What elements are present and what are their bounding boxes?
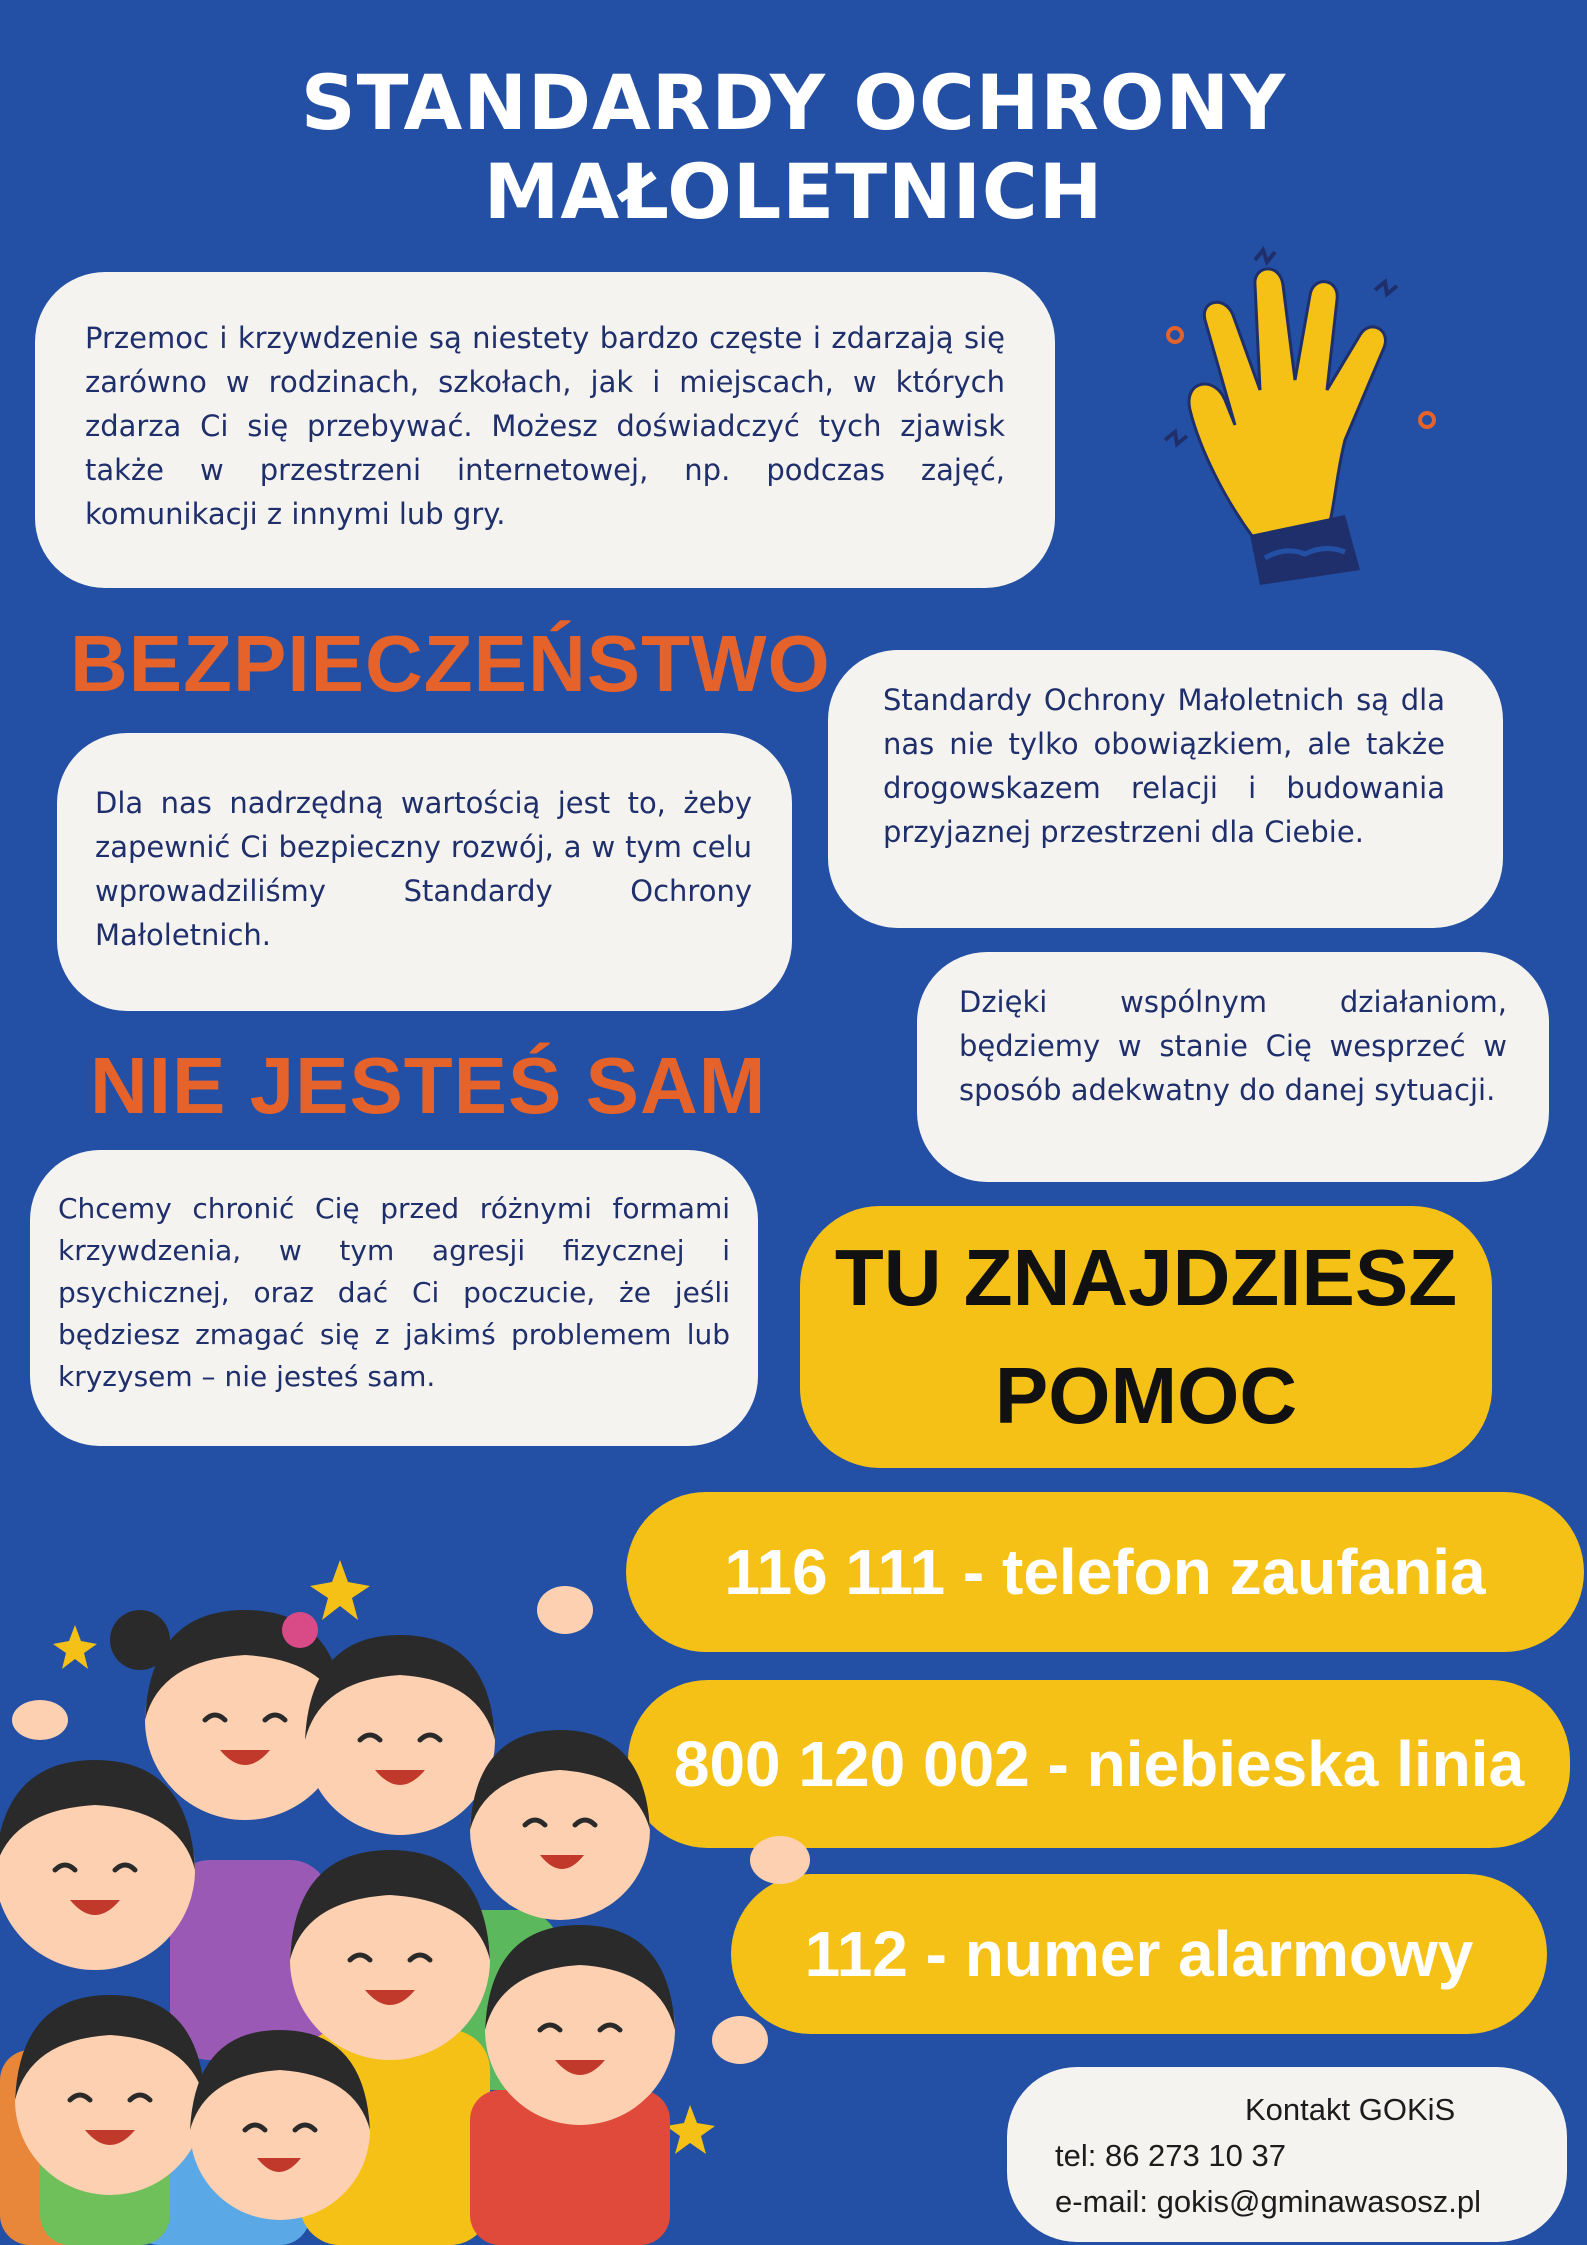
star-icon [310, 1560, 370, 1620]
support-text: Dzięki wspólnym działaniom, będziemy w stanie Cię wesprzeć w sposób adekwatny do danej sytuacji. [959, 985, 1507, 1107]
safety-bubble [57, 733, 792, 1011]
child-face [0, 1760, 195, 1970]
help-heading-box [800, 1206, 1492, 1468]
child-face [305, 1635, 495, 1835]
contact-box [1007, 2067, 1567, 2242]
help-heading-line1: TU ZNAJDZIESZ [834, 1233, 1458, 1322]
contact-title: Kontakt GOKiS [1245, 2092, 1456, 2127]
contact-email[interactable]: e-mail: gokis@gminawasosz.pl [1055, 2184, 1482, 2219]
hotline-blue-line-label: 800 120 002 - niebieska linia [673, 1728, 1525, 1800]
safety-text: Dla nas nadrzędną wartością jest to, żeby zapewnić Ci bezpieczny rozwój, a w tym celu wprowadziliśmy Standardy Ochrony Małoletnich. [95, 786, 752, 952]
hotline-emergency-label: 112 - numer alarmowy [804, 1918, 1474, 1990]
child-face [470, 1730, 650, 1920]
child-face [485, 1925, 675, 2125]
hotline-child-helpline-label: 116 111 - telefon zaufania [724, 1536, 1486, 1608]
children-illustration [0, 1530, 830, 2245]
standards-text: Standardy Ochrony Małoletnich są dla nas nie tylko obowiązkiem, ale także drogowskazem relacji i budowania przyjaznej przestrzeni dla Ciebie. [883, 683, 1445, 849]
standards-bubble [828, 650, 1503, 928]
waving-hand-icon [1145, 240, 1455, 585]
hotline-emergency [731, 1874, 1547, 2034]
child-face [190, 2030, 370, 2220]
not-alone-bubble [30, 1150, 758, 1446]
child-face [15, 1995, 205, 2195]
page-title: STANDARDY OCHRONY MAŁOLETNICH [300, 58, 1287, 236]
intro-text: Przemoc i krzywdzenie są niestety bardzo częste i zdarzają się zarówno w rodzinach, szkołach, jak i miejscach, w których zdarza Ci się przebywać. Możesz doświadczyć tych zjawisk także w przestrzeni internetowej, np. podczas zajęć, komunikacji z innymi lub gry. [85, 321, 1005, 531]
support-bubble [917, 952, 1549, 1182]
help-heading-line2: POMOC [994, 1351, 1298, 1440]
contact-phone[interactable]: tel: 86 273 10 37 [1055, 2138, 1286, 2173]
intro-bubble [35, 272, 1055, 588]
star-icon [53, 1625, 97, 1669]
star-icon [666, 2105, 715, 2154]
child-face [290, 1850, 490, 2060]
heading-not-alone: NIE JESTEŚ SAM [90, 1041, 767, 1130]
not-alone-text: Chcemy chronić Cię przed różnymi formami krzywdzenia, w tym agresji fizycznej i psychicznej, oraz dać Ci poczucie, że jeśli będziesz zmagać się z jakimś problemem lub kryzysem – nie jesteś sam. [58, 1192, 730, 1393]
heading-safety: BEZPIECZEŃSTWO [70, 619, 831, 708]
